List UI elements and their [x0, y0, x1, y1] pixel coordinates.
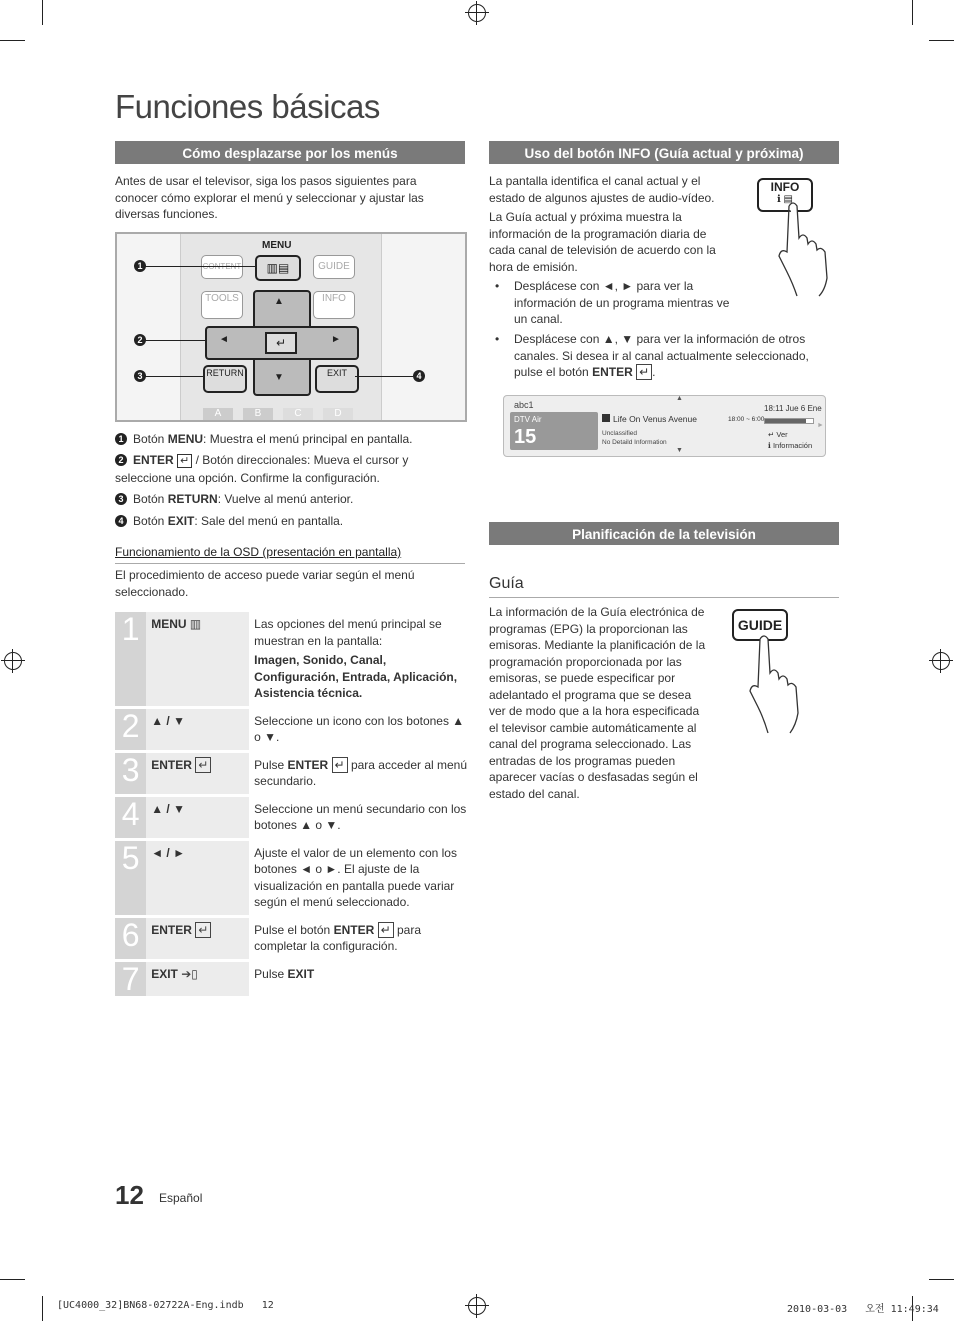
guide-text: La información de la Guía electrónica de programas (EPG) la proporcionan las emisoras. Mediante la planificación de la programación proporcionada por las emisoras, se puede especificar por adelantado el programa que se desea ver de modo que a la hora especificada el televisor cambie automáticamente al canal del programa seleccionado. Las entradas de los programas pueden aparecer vacías o desfasadas según el estado del canal. — [489, 605, 706, 801]
osd-subheading: Funcionamiento de la OSD (presentación en pantalla) — [115, 545, 402, 559]
tools-button: TOOLS — [201, 291, 243, 319]
guide-heading: Guía — [489, 575, 524, 592]
print-timestamp: 2010-03-03 오전 11:49:34 — [787, 1304, 939, 1315]
legend-item: 4 Botón EXIT: Sale del menú en pantalla. — [115, 513, 465, 530]
table-row: 6 ENTER ↵ Pulse el botón ENTER ↵ para completar la configuración. — [115, 916, 477, 960]
enter-icon: ↵ — [195, 922, 211, 938]
callout-2: 2 — [134, 334, 146, 346]
color-button-d: D — [323, 408, 353, 420]
color-button-a: A — [203, 408, 233, 420]
info-bullet-1: • Desplácese con ◄, ► para ver la información de un programa mientras ve un canal. — [495, 279, 730, 326]
info-bullet-2: • Desplácese con ▲, ▼ para ver la información de otros canales. Si desea ir al canal actualmente seleccionado, pulse el botón ENTER ↵ . — [495, 332, 809, 379]
info-hand-illustration — [755, 176, 839, 300]
osd-program: Life On Venus Avenue — [602, 414, 697, 424]
enter-icon: ↵ — [332, 757, 348, 773]
color-button-c: C — [283, 408, 313, 420]
return-button: RETURN — [203, 365, 247, 393]
menu-label: MENU — [262, 240, 292, 251]
table-row: 3 ENTER ↵ Pulse ENTER ↵ para acceder al menú secundario. — [115, 751, 477, 795]
down-arrow-icon: ▼ — [274, 372, 284, 383]
menu-icon: ▥▤ — [266, 261, 290, 275]
osd-source: DTV Air — [514, 415, 542, 424]
enter-icon: ↵ — [768, 430, 777, 439]
table-row: 2 ▲ / ▼ Seleccione un icono con los botones ▲ o ▼. — [115, 707, 477, 751]
callout-4: 4 — [413, 370, 425, 382]
info-icon: ℹ ▤ — [776, 194, 794, 205]
steps-table — [115, 612, 477, 999]
info-button-large: INFO ℹ ▤ — [757, 178, 813, 212]
rating-icon — [602, 414, 610, 422]
callout-3: 3 — [134, 370, 146, 382]
enter-icon: ↵ — [636, 364, 652, 380]
down-arrow-icon: ▼ — [676, 447, 683, 454]
content-button — [201, 255, 243, 279]
menu-button — [255, 255, 301, 281]
legend-item: 2 ENTER ↵ / Botón direccionales: Mueva el cursor y seleccione una opción. Confirme la configuración. — [115, 453, 409, 485]
enter-icon: ↵ — [378, 922, 394, 938]
legend-item: 3 Botón RETURN: Vuelve al menú anterior. — [115, 491, 465, 508]
language-label: Español — [159, 1191, 203, 1205]
enter-icon: ↵ — [177, 454, 192, 468]
guide-button-large: GUIDE — [732, 609, 788, 641]
callout-1: 1 — [134, 260, 146, 272]
right-arrow-icon: ► — [331, 334, 341, 345]
table-row: 5 ◄ / ► Ajuste el valor de un elemento con los botones ◄ o ►. El ajuste de la visualización en pantalla puede variar según el menú seleccionado. — [115, 839, 477, 916]
menu-icon: ▥ — [189, 617, 202, 631]
osd-detail: No Detaild Information — [602, 439, 667, 446]
osd-progress-bar — [764, 418, 814, 424]
page-number: 12 — [115, 1180, 144, 1210]
up-arrow-icon: ▲ — [274, 296, 284, 307]
left-arrow-icon: ◄ — [219, 334, 229, 345]
legend-item: 1 Botón MENU: Muestra el menú principal en pantalla. — [115, 431, 465, 448]
exit-icon: ➔▯ — [181, 966, 198, 981]
color-button-b: B — [243, 408, 273, 420]
osd-clock: 18:11 Jue 6 Ene — [764, 404, 822, 413]
osd-channel-number: 15 — [514, 426, 537, 448]
guide-hand-illustration — [730, 607, 814, 737]
osd-ver: ↵ Ver — [768, 430, 788, 439]
osd-informacion: ℹ Información — [768, 441, 813, 450]
info-button-small: INFO — [313, 291, 355, 319]
intro-text: Antes de usar el televisor, siga los pasos siguientes para conocer cómo explorar el menú y seleccionar y ajustar las diversas funciones. — [115, 174, 424, 221]
remote-illustration — [115, 232, 467, 422]
enter-icon: ↵ — [195, 757, 211, 773]
print-file-info: [UC4000_32]BN68-02722A-Eng.indb 12 — [57, 1300, 274, 1311]
osd-note: El procedimiento de acceso puede variar según el menú seleccionado. — [115, 568, 415, 599]
info-paragraph-1: La pantalla identifica el canal actual y el estado de algunos ajustes de audio-vídeo. — [489, 174, 715, 205]
info-paragraph-2: La Guía actual y próxima muestra la información de la programación diaria de cada canal de televisión de acuerdo con la hora de emisión. — [489, 210, 716, 274]
up-arrow-icon: ▲ — [676, 395, 683, 402]
registration-mark-bottom — [468, 1297, 486, 1315]
exit-button: EXIT — [315, 365, 359, 393]
info-osd-banner — [503, 395, 826, 457]
table-row: 4 ▲ / ▼ Seleccione un menú secundario con los botones ▲ o ▼. — [115, 795, 477, 839]
section-heading-planning: Planificación de la televisión — [489, 522, 839, 545]
section-heading-menus: Cómo desplazarse por los menús — [115, 141, 465, 164]
table-row: 7 EXIT ➔▯ Pulse EXIT — [115, 960, 477, 997]
registration-mark-top — [468, 4, 486, 22]
registration-mark-right — [932, 652, 950, 670]
guide-button: GUIDE — [313, 255, 355, 279]
registration-mark-left — [4, 652, 22, 670]
osd-time: 18:00 ~ 6:00 — [728, 416, 765, 423]
osd-rating: Unclassified — [602, 430, 638, 437]
table-row: 1 MENU ▥ Las opciones del menú principal se muestran en la pantalla: Imagen, Sonido, Canal, Configuración, Entrada, Aplicación, Asistencia técnica. — [115, 612, 477, 707]
info-icon: ℹ — [768, 441, 773, 450]
section-heading-info: Uso del botón INFO (Guía actual y próxima) — [489, 141, 839, 164]
enter-icon: ↵ — [265, 332, 297, 354]
page-title: Funciones básicas — [115, 88, 380, 125]
osd-channel-name: abc1 — [514, 400, 534, 410]
right-arrow-icon: ► — [817, 422, 824, 429]
